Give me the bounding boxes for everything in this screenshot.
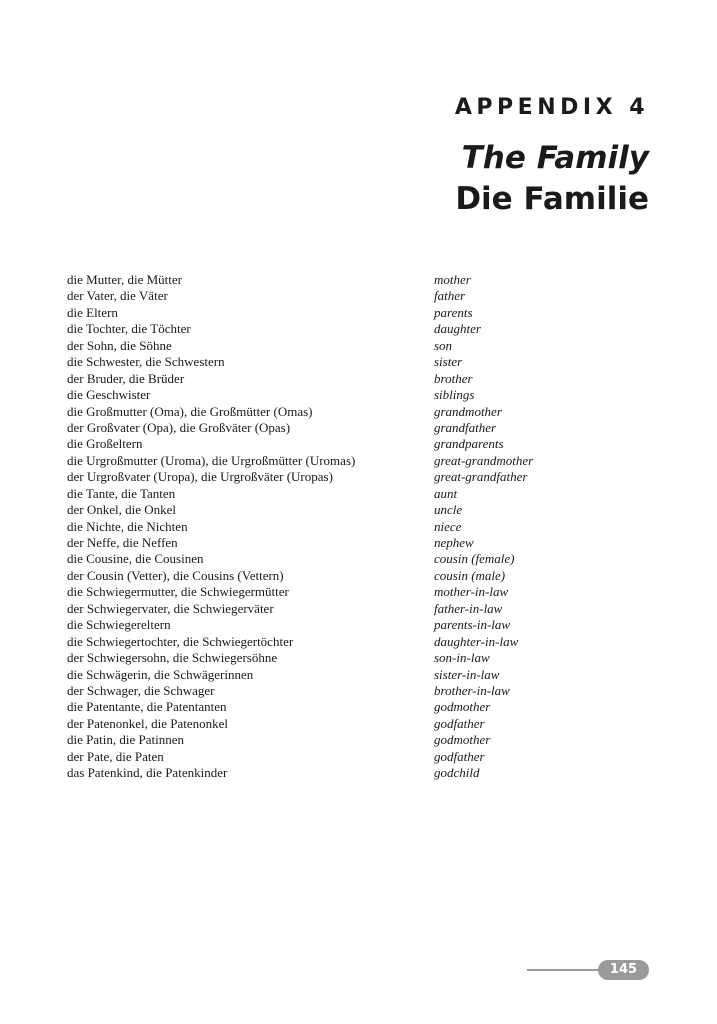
german-term: der Urgroßvater (Uropa), die Urgroßväter (Uropas) bbox=[67, 469, 333, 485]
german-term: der Pate, die Paten bbox=[67, 748, 164, 764]
english-translation: father bbox=[434, 288, 466, 304]
list-item bbox=[67, 683, 627, 699]
german-term: der Onkel, die Onkel bbox=[67, 502, 177, 518]
page-number-badge: 145 bbox=[598, 960, 649, 980]
list-item bbox=[67, 732, 627, 748]
list-item bbox=[67, 288, 627, 304]
vocabulary-list bbox=[67, 272, 627, 782]
english-translation: great-grandfather bbox=[434, 469, 528, 485]
german-term: der Patenonkel, die Patenonkel bbox=[67, 715, 229, 731]
list-item bbox=[67, 305, 627, 321]
german-term: die Nichte, die Nichten bbox=[67, 518, 188, 534]
german-term: die Urgroßmutter (Uroma), die Urgroßmütter (Uromas) bbox=[67, 452, 356, 468]
list-item bbox=[67, 551, 627, 567]
german-term: die Schwiegereltern bbox=[67, 617, 171, 633]
english-translation: sister-in-law bbox=[434, 666, 500, 682]
list-item bbox=[67, 584, 627, 600]
english-translation: great-grandmother bbox=[434, 452, 534, 468]
english-translation: mother bbox=[434, 272, 471, 287]
english-translation: nephew bbox=[434, 535, 474, 550]
german-term: die Mutter, die Mütter bbox=[67, 272, 183, 287]
list-item bbox=[67, 272, 627, 288]
list-item bbox=[67, 387, 627, 403]
german-term: die Cousine, die Cousinen bbox=[67, 551, 204, 567]
german-term: der Cousin (Vetter), die Cousins (Vettern) bbox=[67, 567, 284, 583]
english-translation: mother-in-law bbox=[434, 584, 509, 600]
german-term: die Schwiegermutter, die Schwiegermütter bbox=[67, 584, 289, 600]
list-item bbox=[67, 371, 627, 387]
german-term: die Großeltern bbox=[67, 436, 143, 452]
list-item bbox=[67, 519, 627, 535]
english-translation: godfather bbox=[434, 715, 485, 731]
english-translation: godfather bbox=[434, 748, 485, 764]
german-term: die Eltern bbox=[67, 304, 118, 320]
english-translation: son bbox=[434, 337, 453, 353]
english-translation: father-in-law bbox=[434, 600, 503, 616]
list-item bbox=[67, 716, 627, 732]
english-translation: grandfather bbox=[434, 419, 497, 435]
list-item bbox=[67, 568, 627, 584]
list-item bbox=[67, 420, 627, 436]
english-translation: cousin (female) bbox=[434, 551, 515, 567]
english-translation: sister bbox=[434, 354, 463, 370]
list-item bbox=[67, 601, 627, 617]
appendix-label: APPENDIX 4 bbox=[454, 95, 649, 120]
german-term: die Schwester, die Schwestern bbox=[67, 354, 225, 370]
list-item bbox=[67, 404, 627, 420]
english-translation: brother-in-law bbox=[434, 682, 510, 698]
list-item bbox=[67, 617, 627, 633]
german-term: die Schwägerin, die Schwägerinnen bbox=[67, 666, 254, 682]
list-item bbox=[67, 354, 627, 370]
english-translation: grandmother bbox=[434, 403, 502, 419]
english-translation: aunt bbox=[434, 485, 458, 501]
list-item bbox=[67, 469, 627, 485]
english-translation: cousin (male) bbox=[434, 567, 506, 583]
english-translation: son-in-law bbox=[434, 650, 490, 666]
german-term: die Patin, die Patinnen bbox=[67, 732, 184, 748]
english-translation: parents-in-law bbox=[434, 617, 511, 633]
german-term: der Schwiegersohn, die Schwiegersöhne bbox=[67, 650, 278, 666]
list-item bbox=[67, 634, 627, 650]
german-term: der Bruder, die Brüder bbox=[67, 370, 185, 386]
list-item bbox=[67, 650, 627, 666]
german-term: der Neffe, die Neffen bbox=[67, 535, 178, 550]
german-term: die Geschwister bbox=[67, 387, 151, 403]
german-term: die Patentante, die Patentanten bbox=[67, 699, 227, 715]
german-term: der Schwager, die Schwager bbox=[67, 682, 215, 698]
english-translation: daughter bbox=[434, 321, 481, 337]
list-item bbox=[67, 453, 627, 469]
english-translation: godchild bbox=[434, 765, 480, 781]
german-term: der Sohn, die Söhne bbox=[67, 337, 172, 353]
list-item bbox=[67, 535, 627, 551]
english-translation: grandparents bbox=[434, 436, 504, 452]
english-translation: siblings bbox=[434, 387, 475, 403]
english-translation: brother bbox=[434, 370, 473, 386]
list-item bbox=[67, 765, 627, 781]
list-item bbox=[67, 699, 627, 715]
list-item bbox=[67, 321, 627, 337]
list-item bbox=[67, 749, 627, 765]
english-translation: daughter-in-law bbox=[434, 633, 519, 649]
english-translation: parents bbox=[434, 304, 473, 320]
footer-rule bbox=[527, 969, 607, 971]
german-term: die Schwiegertochter, die Schwiegertöchter bbox=[67, 633, 294, 649]
list-item bbox=[67, 338, 627, 354]
page-title-english: The Family bbox=[461, 140, 649, 176]
german-term: der Schwiegervater, die Schwiegerväter bbox=[67, 600, 274, 616]
list-item bbox=[67, 502, 627, 518]
english-translation: godmother bbox=[434, 699, 491, 715]
german-term: die Großmutter (Oma), die Großmütter (Omas) bbox=[67, 403, 313, 419]
english-translation: uncle bbox=[434, 502, 463, 518]
german-term: die Tochter, die Töchter bbox=[67, 321, 191, 337]
german-term: der Großvater (Opa), die Großväter (Opas) bbox=[67, 419, 291, 435]
page-title-german: Die Familie bbox=[455, 181, 649, 217]
english-translation: godmother bbox=[434, 732, 491, 748]
german-term: die Tante, die Tanten bbox=[67, 485, 176, 501]
german-term: das Patenkind, die Patenkinder bbox=[67, 765, 228, 781]
list-item bbox=[67, 486, 627, 502]
list-item bbox=[67, 667, 627, 683]
list-item bbox=[67, 436, 627, 452]
german-term: der Vater, die Väter bbox=[67, 288, 168, 304]
english-translation: niece bbox=[434, 518, 462, 534]
